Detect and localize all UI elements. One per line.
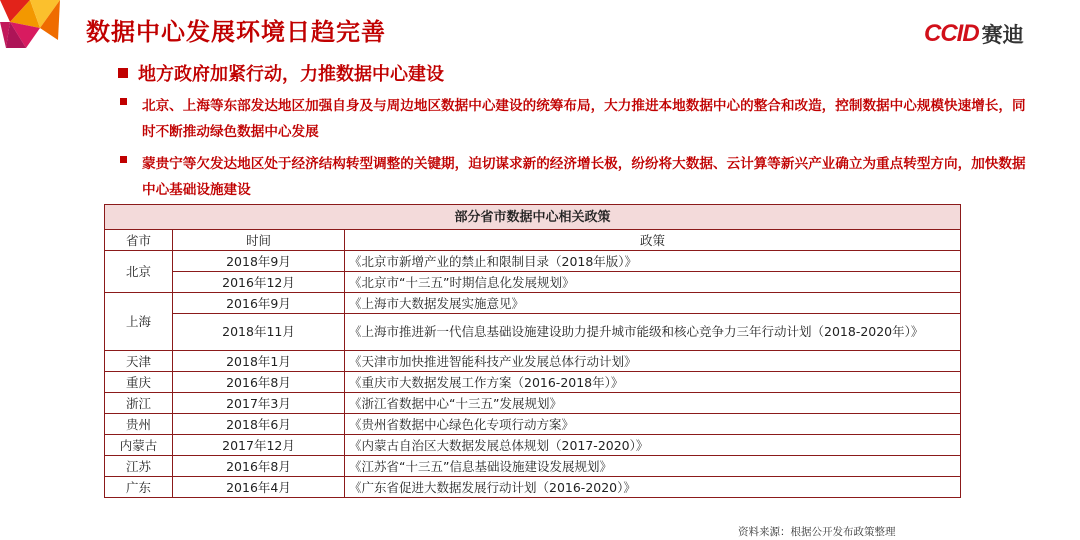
province-cell: 重庆 <box>105 372 173 393</box>
time-cell: 2016年4月 <box>173 477 345 498</box>
table-row <box>105 314 961 351</box>
bullet-text: 北京、上海等东部发达地区加强自身及与周边地区数据中心建设的统筹布局，大力推进本地数据中心的整合和改造，控制数据中心规模快速增长，同时不断推动绿色数据中心发展 <box>142 98 1026 140</box>
province-cell: 内蒙古 <box>105 435 173 456</box>
page-title: 数据中心发展环境日趋完善 <box>86 18 386 46</box>
time-cell: 2018年1月 <box>173 351 345 372</box>
ccid-logo <box>924 14 1024 54</box>
table-row <box>105 351 961 372</box>
policy-cell: 《江苏省“十三五”信息基础设施建设发展规划》 <box>345 456 961 477</box>
policy-cell: 《上海市推进新一代信息基础设施建设助力提升城市能级和核心竞争力三年行动计划（2018-2020年）》 <box>345 314 961 351</box>
policy-cell: 《重庆市大数据发展工作方案（2016-2018年）》 <box>345 372 961 393</box>
section-heading-text: 地方政府加紧行动，力推数据中心建设 <box>138 64 444 85</box>
logo-name: 赛迪 <box>981 23 1024 47</box>
province-cell: 上海 <box>105 293 173 351</box>
table-row <box>105 414 961 435</box>
logo-mark: CCID <box>924 20 979 47</box>
square-bullet-icon <box>118 68 128 78</box>
section-heading <box>118 60 444 86</box>
policy-cell: 《广东省促进大数据发展行动计划（2016-2020）》 <box>345 477 961 498</box>
table-row <box>105 293 961 314</box>
policy-cell: 《北京市“十三五”时期信息化发展规划》 <box>345 272 961 293</box>
time-cell: 2016年12月 <box>173 272 345 293</box>
time-cell: 2016年8月 <box>173 372 345 393</box>
column-header-policy: 政策 <box>345 230 961 251</box>
time-cell: 2017年12月 <box>173 435 345 456</box>
table-caption-row <box>105 205 961 230</box>
table-row <box>105 477 961 498</box>
province-cell: 北京 <box>105 251 173 293</box>
time-cell: 2017年3月 <box>173 393 345 414</box>
table-row <box>105 372 961 393</box>
time-cell: 2018年11月 <box>173 314 345 351</box>
bullet-item <box>118 151 1028 203</box>
province-cell: 浙江 <box>105 393 173 414</box>
table-row <box>105 456 961 477</box>
time-cell: 2016年9月 <box>173 293 345 314</box>
policy-table <box>104 204 961 498</box>
source-note: 资料来源：根据公开发布政策整理 <box>738 526 896 538</box>
policy-cell: 《浙江省数据中心“十三五”发展规划》 <box>345 393 961 414</box>
bullet-list <box>118 93 1028 209</box>
policy-cell: 《北京市新增产业的禁止和限制目录（2018年版）》 <box>345 251 961 272</box>
corner-decoration <box>0 0 80 50</box>
bullet-item <box>118 93 1028 145</box>
bullet-text: 蒙贵宁等欠发达地区处于经济结构转型调整的关键期，迫切谋求新的经济增长极，纷纷将大数据、云计算等新兴产业确立为重点转型方向，加快数据中心基础设施建设 <box>142 156 1026 198</box>
province-cell: 江苏 <box>105 456 173 477</box>
table-row <box>105 393 961 414</box>
province-cell: 广东 <box>105 477 173 498</box>
policy-cell: 《上海市大数据发展实施意见》 <box>345 293 961 314</box>
time-cell: 2018年6月 <box>173 414 345 435</box>
table-header-row <box>105 230 961 251</box>
policy-cell: 《内蒙古自治区大数据发展总体规划（2017-2020）》 <box>345 435 961 456</box>
province-cell: 贵州 <box>105 414 173 435</box>
column-header-time: 时间 <box>173 230 345 251</box>
time-cell: 2018年9月 <box>173 251 345 272</box>
policy-cell: 《贵州省数据中心绿色化专项行动方案》 <box>345 414 961 435</box>
square-bullet-icon <box>120 156 127 163</box>
table-row <box>105 435 961 456</box>
column-header-province: 省市 <box>105 230 173 251</box>
table-caption: 部分省市数据中心相关政策 <box>105 205 961 230</box>
table-row <box>105 251 961 272</box>
square-bullet-icon <box>120 98 127 105</box>
time-cell: 2016年8月 <box>173 456 345 477</box>
table-row <box>105 272 961 293</box>
province-cell: 天津 <box>105 351 173 372</box>
policy-cell: 《天津市加快推进智能科技产业发展总体行动计划》 <box>345 351 961 372</box>
